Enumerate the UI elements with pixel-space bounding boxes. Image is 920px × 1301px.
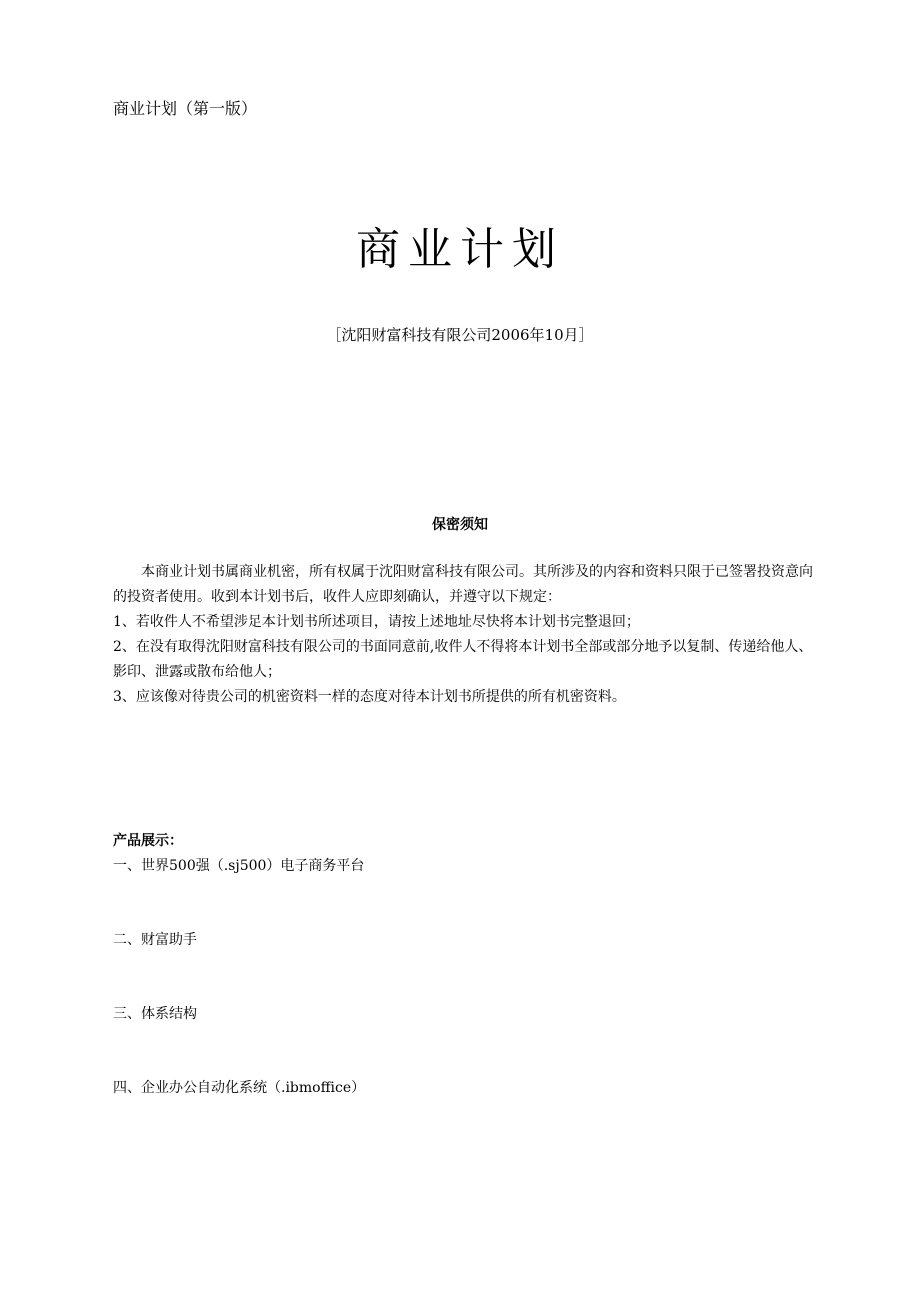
confidentiality-heading: 保密须知 [432,517,488,533]
confidentiality-body [113,560,813,710]
products-heading: 产品展示： [113,833,183,849]
confidentiality-rule-1: 1、若收件人不希望涉足本计划书所述项目，请按上述地址尽快将本计划书完整退回； [113,614,640,630]
cover-subtitle: ［沈阳财富科技有限公司2006年10月］ [326,326,594,344]
product-item-1: 一、世界500强（.sj500）电子商务平台 [113,858,365,874]
confidentiality-rule-3: 3、应该像对待贵公司的机密资料一样的态度对待本计划书所提供的所有机密资料。 [113,689,626,705]
product-item-2: 二、财富助手 [113,932,197,948]
document-version-title: 商业计划（第一版） [113,99,258,118]
product-item-3: 三、体系结构 [113,1006,197,1022]
product-item-4: 四、企业办公自动化系统（.ibmoffice） [113,1080,366,1096]
confidentiality-intro: 本商业计划书属商业机密，所有权属于沈阳财富科技有限公司。其所涉及的内容和资料只限于已签署投资意向的投资者使用。收到本计划书后，收件人应即刻确认，并遵守以下规定： [113,564,813,605]
cover-title: 商业计划 [356,224,564,275]
confidentiality-rule-2: 2、在没有取得沈阳财富科技有限公司的书面同意前,收件人不得将本计划书全部或部分地予以复制、传递给他人、影印、泄露或散布给他人； [113,639,813,680]
